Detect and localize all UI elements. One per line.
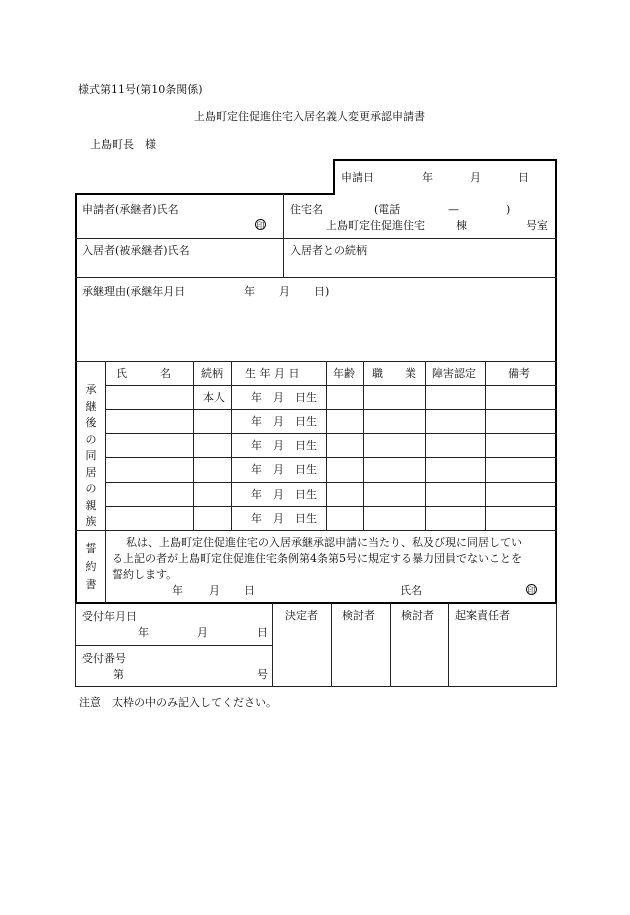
received-date-day: 日 bbox=[257, 626, 268, 639]
reason-year: 年 bbox=[244, 285, 255, 298]
decider-label: 決定者 bbox=[285, 609, 318, 622]
housing-name: 上島町定住促進住宅 bbox=[326, 219, 425, 232]
housing-room: 号室 bbox=[526, 219, 548, 232]
form-number: 様式第11号(第10条関係) bbox=[78, 83, 203, 96]
pledge-line-2: る上記の者が上島町定住促進住宅条例第4条第5号に規定する暴力団員でないことを bbox=[112, 552, 522, 565]
housing-phone-dash: — bbox=[448, 203, 459, 216]
drafter-label: 起案責任者 bbox=[455, 609, 510, 622]
header-birthdate: 生 年 月 日 bbox=[245, 367, 300, 380]
footer-note: 注意 太枠の中のみ記入してください。 bbox=[79, 696, 277, 709]
pledge-month: 月 bbox=[209, 584, 220, 597]
pledge-side-label: 誓 約 書 bbox=[85, 542, 97, 591]
header-age: 年齢 bbox=[333, 367, 355, 380]
pledge-name-label: 氏名 bbox=[400, 584, 422, 597]
resident-label: 入居者(被承継者)氏名 bbox=[82, 244, 190, 257]
addressee: 上島町長 様 bbox=[90, 138, 156, 151]
application-date-label: 申請日 bbox=[341, 171, 374, 184]
received-number-prefix: 第 bbox=[113, 668, 124, 681]
row-6-birth: 年 月 日生 bbox=[251, 512, 317, 525]
applicant-label: 申請者(承継者)氏名 bbox=[82, 203, 179, 216]
application-date-month: 月 bbox=[470, 171, 481, 184]
pledge-day: 日 bbox=[244, 584, 255, 597]
relation-label: 入居者との続柄 bbox=[290, 244, 367, 257]
header-occupation: 職 業 bbox=[372, 367, 416, 380]
pledge-year: 年 bbox=[172, 584, 183, 597]
row-4-birth: 年 月 日生 bbox=[251, 463, 317, 476]
family-side-label: 承 継 後 の 同 居 の 親 族 bbox=[85, 383, 97, 528]
header-remarks: 備考 bbox=[508, 367, 530, 380]
row-1-birth: 年 月 日生 bbox=[251, 391, 317, 404]
row-3-birth: 年 月 日生 bbox=[251, 439, 317, 452]
housing-label: 住宅名 bbox=[290, 203, 323, 216]
application-date-year: 年 bbox=[422, 171, 433, 184]
header-name: 氏 名 bbox=[116, 367, 171, 380]
row-5-birth: 年 月 日生 bbox=[251, 488, 317, 501]
housing-phone-close: ) bbox=[506, 203, 511, 216]
received-date-label: 受付年月日 bbox=[82, 610, 137, 623]
received-number-label: 受付番号 bbox=[82, 652, 126, 665]
housing-building: 棟 bbox=[456, 219, 467, 232]
header-relation: 続柄 bbox=[201, 367, 223, 380]
pledge-line-1: 私は、上島町定住促進住宅の入居承継承認申請に当たり、私及び現に同居してい bbox=[126, 536, 522, 549]
application-date-day: 日 bbox=[518, 171, 529, 184]
reviewer-label-2: 検討者 bbox=[401, 609, 434, 622]
row-2-birth: 年 月 日生 bbox=[251, 415, 317, 428]
applicant-seal: 印 bbox=[256, 221, 265, 230]
reviewer-label-1: 検討者 bbox=[342, 609, 375, 622]
reason-month: 月 bbox=[279, 285, 290, 298]
form-title: 上島町定住促進住宅入居名義人変更承認申請書 bbox=[194, 110, 425, 123]
row-1-relation: 本人 bbox=[203, 391, 225, 404]
received-date-month: 月 bbox=[197, 626, 208, 639]
pledge-seal: 印 bbox=[527, 586, 536, 595]
received-date-year: 年 bbox=[138, 626, 149, 639]
header-disability: 障害認定 bbox=[432, 367, 476, 380]
housing-phone-label: (電話 bbox=[374, 203, 401, 216]
reason-label: 承継理由(承継年月日 bbox=[82, 285, 186, 298]
reason-day: 日) bbox=[314, 285, 330, 298]
received-number-suffix: 号 bbox=[257, 668, 268, 681]
pledge-line-3: 誓約します。 bbox=[112, 568, 178, 581]
